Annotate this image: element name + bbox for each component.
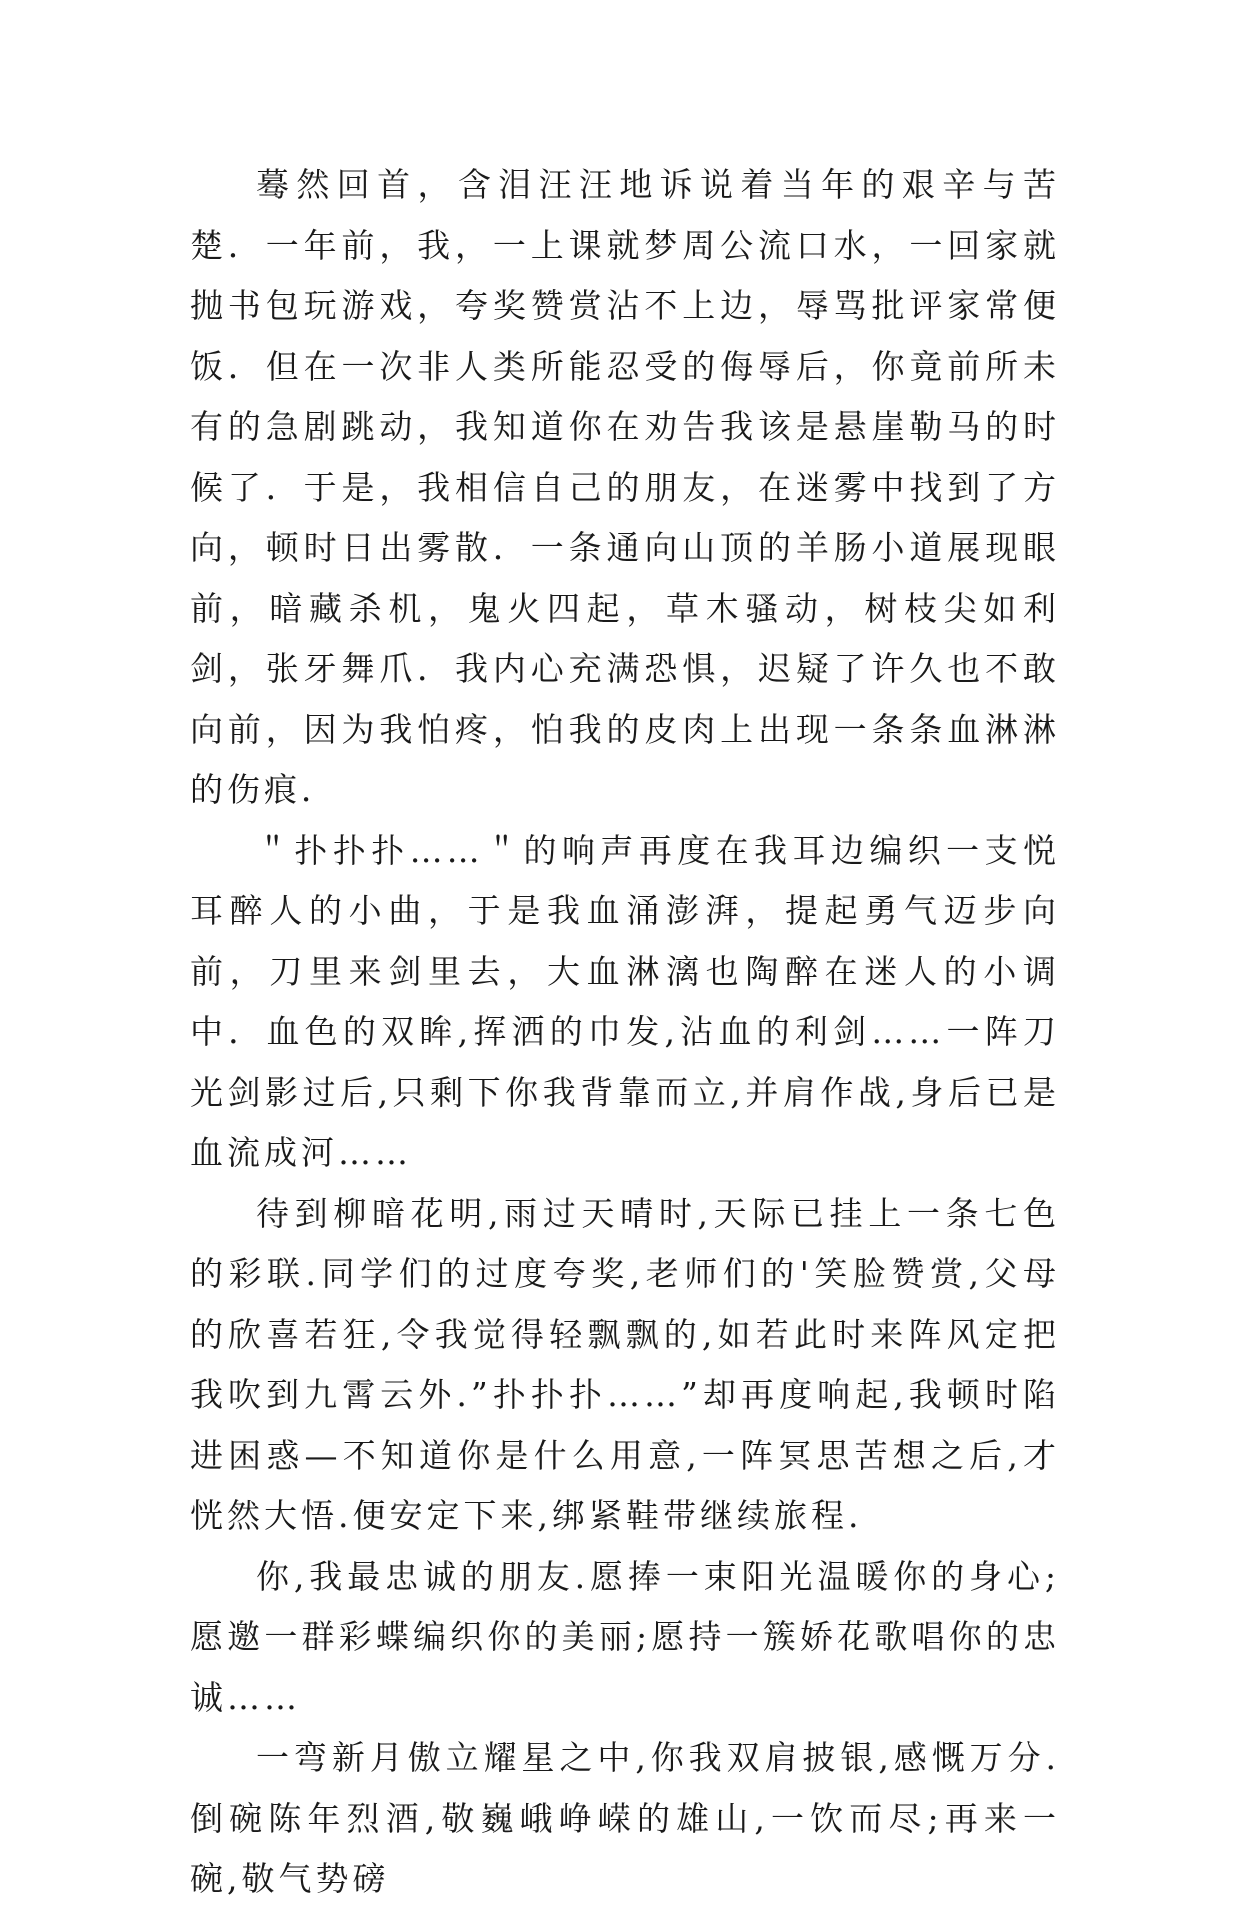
paragraph-2: ＂扑扑扑……＂的响声再度在我耳边编织一支悦耳醉人的小曲，于是我血涌澎湃，提起勇气迈步向前，刀里来剑里去，大血淋漓也陶醉在迷人的小调中．血色的双眸,挥洒的巾发,沾血的利剑……一阵刀光剑影过后,只剩下你我背靠而立,并肩作战,身后已是血流成河……	[190, 830, 1060, 1172]
paragraph-1: 蓦然回首，含泪汪汪地诉说着当年的艰辛与苦楚．一年前，我，一上课就梦周公流口水，一回家就抛书包玩游戏，夸奖赞赏沾不上边，辱骂批评家常便饭．但在一次非人类所能忍受的侮辱后，你竟前所未有的急剧跳动，我知道你在劝告我该是悬崖勒马的时候了．于是，我相信自己的朋友，在迷雾中找到了方向，顿时日出雾散．一条通向山顶的羊肠小道展现眼前，暗藏杀机，鬼火四起，草木骚动，树枝尖如利剑，张牙舞爪．我内心充满恐惧，迟疑了许久也不敢向前，因为我怕疼，怕我的皮肉上出现一条条血淋淋的伤痕．	[190, 165, 1060, 809]
document-body	[190, 155, 1060, 1910]
paragraph-3: 待到柳暗花明,雨过天晴时,天际已挂上一条七色的彩联.同学们的过度夸奖,老师们的'笑脸赞赏,父母的欣喜若狂,令我觉得轻飘飘的,如若此时来阵风定把我吹到九霄云外.”扑扑扑……”却再度响起,我顿时陷进困惑—不知道你是什么用意,一阵冥思苦想之后,才恍然大悟.便安定下来,绑紧鞋带继续旅程.	[190, 1193, 1060, 1535]
paragraph-4: 你,我最忠诚的朋友.愿捧一束阳光温暖你的身心;愿邀一群彩蝶编织你的美丽;愿持一簇娇花歌唱你的忠诚……	[190, 1556, 1060, 1717]
paragraph-5: 一弯新月傲立耀星之中,你我双肩披银,感慨万分.倒碗陈年烈酒,敬巍峨峥嵘的雄山,一饮而尽;再来一碗,敬气势磅	[190, 1738, 1060, 1898]
